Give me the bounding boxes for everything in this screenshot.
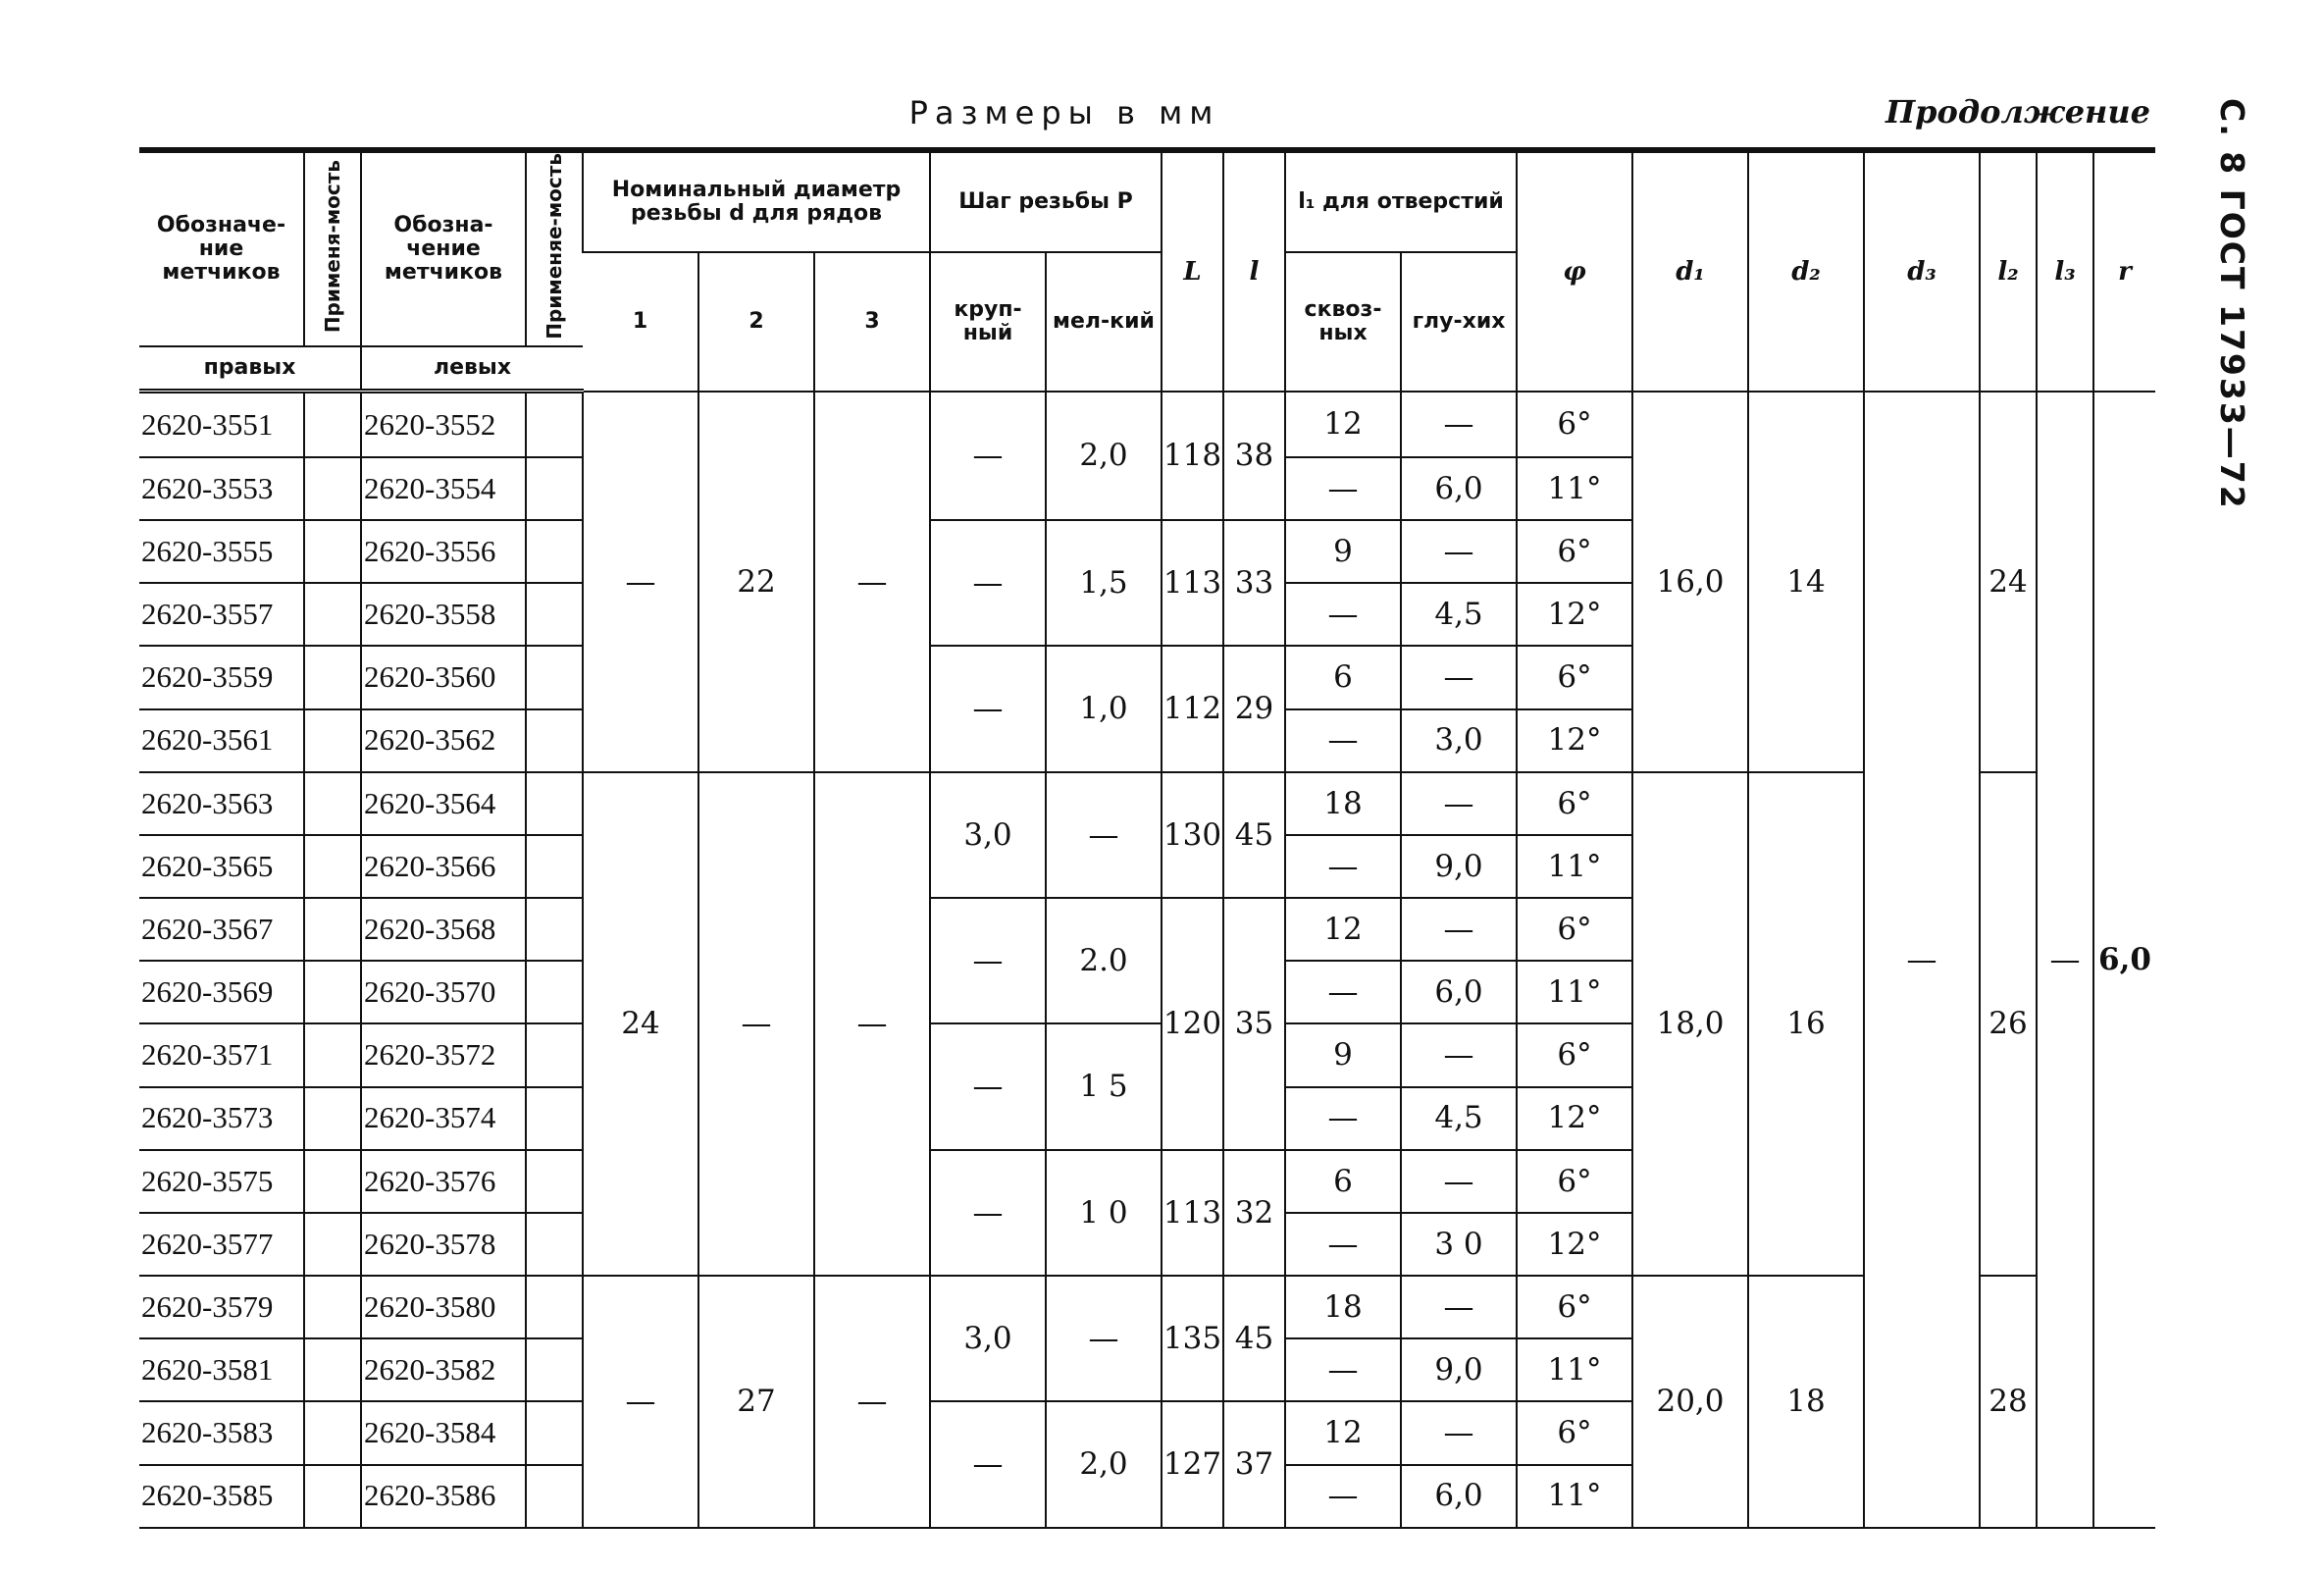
left-applicability — [526, 1023, 583, 1086]
l1-through-value: — — [1285, 1087, 1401, 1150]
left-designation: 2620-3560 — [361, 646, 526, 708]
pitch-fine-value: 1 0 — [1046, 1150, 1162, 1276]
left-designation: 2620-3552 — [361, 392, 526, 457]
pitch-coarse-value: — — [930, 1150, 1046, 1276]
left-applicability — [526, 392, 583, 457]
left-designation: 2620-3568 — [361, 898, 526, 961]
l1-blind-value: — — [1401, 520, 1517, 583]
l1-blind-value: 3 0 — [1401, 1213, 1517, 1276]
pitch-fine-value: 1,5 — [1046, 520, 1162, 646]
diameter-row1-value: — — [583, 392, 698, 772]
right-applicability — [304, 583, 361, 646]
l3-header: l₃ — [2037, 150, 2093, 392]
l2-header: l₂ — [1980, 150, 2037, 392]
phi-value: 11° — [1517, 1338, 1632, 1401]
right-designation: 2620-3569 — [139, 961, 304, 1023]
l1-blind-value: 4,5 — [1401, 583, 1517, 646]
l2-value: 28 — [1980, 1276, 2037, 1528]
standard-side-label: С. 8 ГОСТ 17933—72 — [2213, 98, 2251, 510]
left-designation: 2620-3558 — [361, 583, 526, 646]
applicability-right-header: Применя-мость — [304, 150, 361, 346]
left-designation: 2620-3564 — [361, 772, 526, 835]
row2-header: 2 — [698, 252, 814, 392]
l-header: l — [1223, 150, 1285, 392]
left-designation: 2620-3582 — [361, 1338, 526, 1401]
d1-value: 18,0 — [1632, 772, 1748, 1276]
through-header: сквоз-ных — [1285, 252, 1401, 392]
left-applicability — [526, 457, 583, 520]
left-applicability — [526, 1276, 583, 1338]
table-header — [139, 150, 2155, 392]
l1-blind-value: — — [1401, 1276, 1517, 1338]
right-designation: 2620-3559 — [139, 646, 304, 708]
right-label-header: правых — [139, 346, 361, 392]
pitch-coarse-value: — — [930, 1401, 1046, 1527]
d3-value: — — [1864, 392, 1980, 1528]
right-designation: 2620-3581 — [139, 1338, 304, 1401]
l1-header: l₁ для отверстий — [1285, 150, 1517, 252]
row3-header: 3 — [814, 252, 930, 392]
l1-through-value: — — [1285, 709, 1401, 772]
L-value: 130 — [1162, 772, 1223, 898]
nominal-diameter-header: Номинальный диаметр резьбы d для рядов — [583, 150, 930, 252]
phi-value: 6° — [1517, 898, 1632, 961]
pitch-coarse-value: 3,0 — [930, 1276, 1046, 1401]
l1-blind-value: 6,0 — [1401, 457, 1517, 520]
left-applicability — [526, 1338, 583, 1401]
pitch-fine-value: 1 5 — [1046, 1023, 1162, 1149]
left-designation: 2620-3576 — [361, 1150, 526, 1213]
l1-blind-value: 9,0 — [1401, 835, 1517, 898]
l2-value: 26 — [1980, 772, 2037, 1276]
right-applicability — [304, 1023, 361, 1086]
right-applicability — [304, 898, 361, 961]
L-value: 112 — [1162, 646, 1223, 771]
l-value: 35 — [1223, 898, 1285, 1150]
d2-value: 16 — [1748, 772, 1864, 1276]
phi-value: 11° — [1517, 457, 1632, 520]
phi-value: 6° — [1517, 1401, 1632, 1464]
taps-dimension-table — [139, 147, 2155, 1529]
left-applicability — [526, 898, 583, 961]
l1-blind-value: 6,0 — [1401, 1465, 1517, 1528]
l1-through-value: 6 — [1285, 1150, 1401, 1213]
l-value: 33 — [1223, 520, 1285, 646]
left-designation: 2620-3586 — [361, 1465, 526, 1528]
phi-value: 12° — [1517, 709, 1632, 772]
L-value: 113 — [1162, 520, 1223, 646]
pitch-fine-value: — — [1046, 772, 1162, 898]
right-designation: 2620-3579 — [139, 1276, 304, 1338]
right-designation: 2620-3573 — [139, 1087, 304, 1150]
left-applicability — [526, 1150, 583, 1213]
left-applicability — [526, 646, 583, 708]
right-applicability — [304, 709, 361, 772]
pitch-coarse-value: — — [930, 1023, 1046, 1149]
row1-header: 1 — [583, 252, 698, 392]
right-applicability — [304, 1338, 361, 1401]
l1-through-value: 9 — [1285, 1023, 1401, 1086]
diameter-row2-value: 22 — [698, 392, 814, 772]
right-applicability — [304, 1401, 361, 1464]
right-designation: 2620-3585 — [139, 1465, 304, 1528]
left-designation: 2620-3580 — [361, 1276, 526, 1338]
right-applicability — [304, 1276, 361, 1338]
left-applicability — [526, 835, 583, 898]
diameter-row2-value: 27 — [698, 1276, 814, 1528]
l-value: 37 — [1223, 1401, 1285, 1527]
right-designation: 2620-3563 — [139, 772, 304, 835]
phi-value: 6° — [1517, 392, 1632, 457]
diameter-row3-value: — — [814, 1276, 930, 1528]
pitch-coarse-value: — — [930, 520, 1046, 646]
continuation-label: Продолжение — [1885, 93, 2150, 131]
left-designation: 2620-3556 — [361, 520, 526, 583]
l1-through-value: 12 — [1285, 392, 1401, 457]
phi-value: 11° — [1517, 961, 1632, 1023]
right-designation: 2620-3565 — [139, 835, 304, 898]
right-designation: 2620-3567 — [139, 898, 304, 961]
fine-header: мел-кий — [1046, 252, 1162, 392]
diameter-row1-value: — — [583, 1276, 698, 1528]
L-value: 120 — [1162, 898, 1223, 1150]
l1-blind-value: — — [1401, 772, 1517, 835]
l1-blind-value: 9,0 — [1401, 1338, 1517, 1401]
right-applicability — [304, 835, 361, 898]
l-value: 45 — [1223, 1276, 1285, 1401]
l1-through-value: 12 — [1285, 1401, 1401, 1464]
l1-through-value: 18 — [1285, 772, 1401, 835]
pitch-coarse-value: — — [930, 646, 1046, 771]
left-designation: 2620-3570 — [361, 961, 526, 1023]
l-value: 38 — [1223, 392, 1285, 520]
phi-value: 12° — [1517, 583, 1632, 646]
l1-through-value: — — [1285, 1465, 1401, 1528]
left-applicability — [526, 709, 583, 772]
phi-header: φ — [1517, 150, 1632, 392]
l1-through-value: 9 — [1285, 520, 1401, 583]
l1-through-value: — — [1285, 583, 1401, 646]
d1-header: d₁ — [1632, 150, 1748, 392]
right-designation: 2620-3557 — [139, 583, 304, 646]
phi-value: 6° — [1517, 520, 1632, 583]
blind-header: глу-хих — [1401, 252, 1517, 392]
left-applicability — [526, 961, 583, 1023]
L-header: L — [1162, 150, 1223, 392]
l1-blind-value: — — [1401, 1401, 1517, 1464]
diameter-row1-value: 24 — [583, 772, 698, 1276]
left-applicability — [526, 583, 583, 646]
thread-pitch-header: Шаг резьбы P — [930, 150, 1162, 252]
phi-value: 11° — [1517, 835, 1632, 898]
left-applicability — [526, 1401, 583, 1464]
l1-blind-value: 6,0 — [1401, 961, 1517, 1023]
left-designation: 2620-3562 — [361, 709, 526, 772]
right-applicability — [304, 1213, 361, 1276]
left-applicability — [526, 772, 583, 835]
right-applicability — [304, 961, 361, 1023]
right-designation: 2620-3555 — [139, 520, 304, 583]
l-value: 29 — [1223, 646, 1285, 771]
left-applicability — [526, 1213, 583, 1276]
page-header-title: Размеры в мм — [908, 94, 1220, 131]
l1-through-value: — — [1285, 1338, 1401, 1401]
L-value: 118 — [1162, 392, 1223, 520]
right-applicability — [304, 772, 361, 835]
applicability-left-header: Применяе-мость — [526, 150, 583, 346]
pitch-coarse-value: 3,0 — [930, 772, 1046, 898]
l2-value: 24 — [1980, 392, 2037, 772]
phi-value: 11° — [1517, 1465, 1632, 1528]
right-designation: 2620-3571 — [139, 1023, 304, 1086]
l3-value: — — [2037, 392, 2093, 1528]
left-label-header: левых — [361, 346, 583, 392]
left-designation: 2620-3584 — [361, 1401, 526, 1464]
l1-blind-value: — — [1401, 392, 1517, 457]
right-applicability — [304, 1087, 361, 1150]
d3-header: d₃ — [1864, 150, 1980, 392]
right-applicability — [304, 646, 361, 708]
pitch-coarse-value: — — [930, 392, 1046, 520]
right-applicability — [304, 457, 361, 520]
left-designation: 2620-3578 — [361, 1213, 526, 1276]
left-applicability — [526, 520, 583, 583]
r-header: r — [2093, 150, 2155, 392]
diameter-row2-value: — — [698, 772, 814, 1276]
table-body — [139, 392, 2155, 1528]
diameter-row3-value: — — [814, 772, 930, 1276]
l1-through-value: — — [1285, 961, 1401, 1023]
phi-value: 6° — [1517, 646, 1632, 708]
l1-through-value: — — [1285, 1213, 1401, 1276]
l1-through-value: — — [1285, 457, 1401, 520]
d1-value: 16,0 — [1632, 392, 1748, 772]
phi-value: 6° — [1517, 1023, 1632, 1086]
left-designation: 2620-3566 — [361, 835, 526, 898]
l-value: 32 — [1223, 1150, 1285, 1276]
phi-value: 6° — [1517, 1150, 1632, 1213]
l1-blind-value: 3,0 — [1401, 709, 1517, 772]
phi-value: 12° — [1517, 1087, 1632, 1150]
right-designation: 2620-3575 — [139, 1150, 304, 1213]
right-designation: 2620-3553 — [139, 457, 304, 520]
pitch-fine-value: 2.0 — [1046, 898, 1162, 1023]
phi-value: 12° — [1517, 1213, 1632, 1276]
designation-right-header: Обозначе-ние метчиков — [139, 150, 304, 346]
d2-header: d₂ — [1748, 150, 1864, 392]
left-designation: 2620-3574 — [361, 1087, 526, 1150]
pitch-coarse-value: — — [930, 898, 1046, 1023]
d2-value: 18 — [1748, 1276, 1864, 1528]
l1-blind-value: — — [1401, 1023, 1517, 1086]
l1-blind-value: — — [1401, 646, 1517, 708]
L-value: 127 — [1162, 1401, 1223, 1527]
right-applicability — [304, 392, 361, 457]
coarse-header: круп-ный — [930, 252, 1046, 392]
l1-blind-value: — — [1401, 1150, 1517, 1213]
right-applicability — [304, 1150, 361, 1213]
phi-value: 6° — [1517, 1276, 1632, 1338]
r-value: 6,0 — [2093, 392, 2155, 1528]
right-applicability — [304, 520, 361, 583]
l1-blind-value: — — [1401, 898, 1517, 961]
l1-through-value: — — [1285, 835, 1401, 898]
l1-through-value: 18 — [1285, 1276, 1401, 1338]
l1-through-value: 6 — [1285, 646, 1401, 708]
left-designation: 2620-3572 — [361, 1023, 526, 1086]
right-designation: 2620-3577 — [139, 1213, 304, 1276]
pitch-fine-value: — — [1046, 1276, 1162, 1401]
L-value: 113 — [1162, 1150, 1223, 1276]
d2-value: 14 — [1748, 392, 1864, 772]
right-applicability — [304, 1465, 361, 1528]
pitch-fine-value: 2,0 — [1046, 1401, 1162, 1527]
d1-value: 20,0 — [1632, 1276, 1748, 1528]
designation-left-header: Обозна-чение метчиков — [361, 150, 526, 346]
left-designation: 2620-3554 — [361, 457, 526, 520]
phi-value: 6° — [1517, 772, 1632, 835]
l-value: 45 — [1223, 772, 1285, 898]
l1-blind-value: 4,5 — [1401, 1087, 1517, 1150]
pitch-fine-value: 1,0 — [1046, 646, 1162, 771]
l1-through-value: 12 — [1285, 898, 1401, 961]
pitch-fine-value: 2,0 — [1046, 392, 1162, 520]
left-applicability — [526, 1087, 583, 1150]
right-designation: 2620-3583 — [139, 1401, 304, 1464]
right-designation: 2620-3551 — [139, 392, 304, 457]
left-applicability — [526, 1465, 583, 1528]
right-designation: 2620-3561 — [139, 709, 304, 772]
L-value: 135 — [1162, 1276, 1223, 1401]
diameter-row3-value: — — [814, 392, 930, 772]
